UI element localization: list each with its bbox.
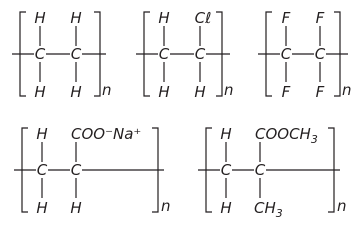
bottom-right-atom: H <box>70 199 82 217</box>
top-left-atom: F <box>281 9 291 27</box>
polymer-3-polytetrafluoroethylene <box>258 9 352 101</box>
top-left-atom: H <box>220 125 232 143</box>
top-left-atom: H <box>36 125 48 143</box>
bottom-right-group-subscript: 3 <box>275 207 283 220</box>
left-carbon: C <box>220 161 232 179</box>
repeat-subscript: n <box>337 197 347 215</box>
bottom-left-atom: F <box>281 83 291 101</box>
right-carbon: C <box>70 45 82 63</box>
top-right-group-subscript: 3 <box>310 133 318 146</box>
left-carbon: C <box>280 45 292 63</box>
top-left-atom: H <box>34 9 46 27</box>
top-right-group: COO⁻Na⁺ <box>71 125 142 143</box>
bottom-right-group <box>254 199 283 220</box>
top-right-group-main: COOCH <box>255 125 311 143</box>
bottom-left-atom: H <box>158 83 170 101</box>
bottom-right-atom: H <box>194 83 206 101</box>
top-right-atom: F <box>315 9 325 27</box>
bottom-right-atom: F <box>315 83 325 101</box>
repeat-subscript: n <box>161 197 171 215</box>
polymer-2-polyvinyl-chloride <box>136 9 234 101</box>
bottom-right-atom: H <box>70 83 82 101</box>
repeat-subscript: n <box>224 81 234 99</box>
left-carbon: C <box>34 45 46 63</box>
top-right-atom: H <box>70 9 82 27</box>
bottom-left-atom: H <box>36 199 48 217</box>
polymer-5-polymethyl-methacrylate <box>198 125 347 220</box>
right-carbon: C <box>70 161 82 179</box>
top-left-atom: H <box>158 9 170 27</box>
left-carbon: C <box>36 161 48 179</box>
polymer-4-sodium-polyacrylate <box>14 125 171 217</box>
right-carbon: C <box>194 45 206 63</box>
right-carbon: C <box>254 161 266 179</box>
repeat-subscript: n <box>102 81 112 99</box>
bottom-left-atom: H <box>220 199 232 217</box>
top-right-atom: Cℓ <box>194 9 212 27</box>
left-carbon: C <box>158 45 170 63</box>
polymer-1-polyethylene <box>12 9 112 101</box>
right-carbon: C <box>314 45 326 63</box>
bottom-left-atom: H <box>34 83 46 101</box>
repeat-subscript: n <box>342 81 352 99</box>
top-right-group <box>255 125 318 146</box>
bottom-right-group-main: CH <box>254 199 276 217</box>
